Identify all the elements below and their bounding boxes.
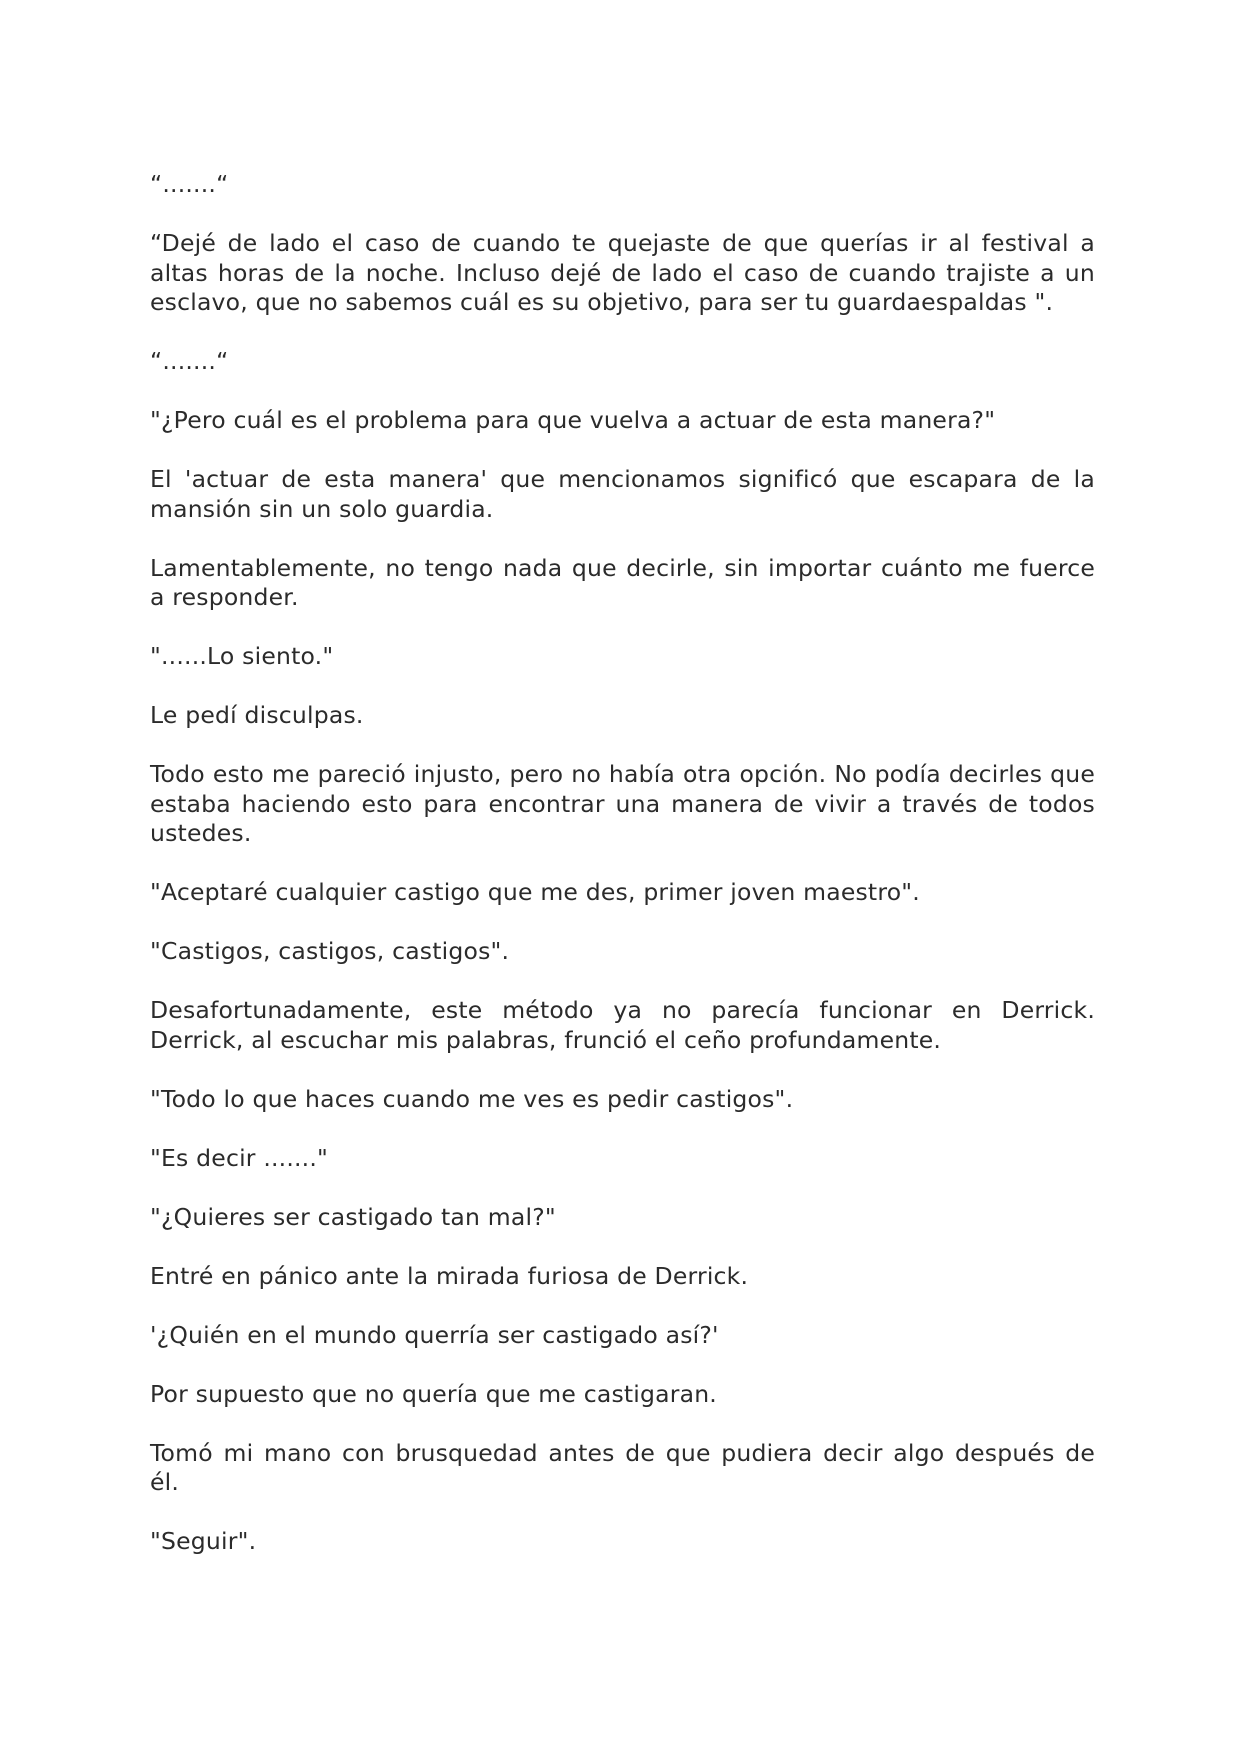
paragraph-14: "Es decir .......": [150, 1143, 329, 1172]
document-body: [150, 170, 1095, 1586]
paragraph-20: "Seguir".: [150, 1527, 257, 1555]
paragraph-15: "¿Quieres ser castigado tan mal?": [150, 1202, 556, 1231]
paragraph-7: "......Lo siento.": [150, 642, 334, 670]
paragraph-17: '¿Quién en el mundo querría ser castigado así?': [150, 1320, 719, 1349]
paragraph-19: Tomó mi mano con brusquedad antes de que pudiera decir algo después de él.: [150, 1438, 1095, 1496]
paragraph-18: Por supuesto que no quería que me castigaran.: [150, 1379, 717, 1408]
paragraph-16: Entré en pánico ante la mirada furiosa de Derrick.: [150, 1261, 749, 1290]
paragraph-6: Lamentablemente, no tengo nada que decirle, sin importar cuánto me fuerce a responder.: [150, 553, 1095, 611]
paragraph-9: Todo esto me pareció injusto, pero no había otra opción. No podía decirles que estaba haciendo esto para encontrar una manera de vivir a través de todos ustedes.: [150, 760, 1095, 847]
paragraph-1: “.......“: [150, 170, 229, 198]
paragraph-8: Le pedí disculpas.: [150, 701, 364, 729]
paragraph-3: “.......“: [150, 347, 229, 375]
paragraph-4: "¿Pero cuál es el problema para que vuelva a actuar de esta manera?": [150, 406, 996, 434]
paragraph-5: El 'actuar de esta manera' que mencionamos significó que escapara de la mansión sin un solo guardia.: [150, 465, 1095, 523]
paragraph-12: Desafortunadamente, este método ya no parecía funcionar en Derrick. Derrick, al escuchar mis palabras, frunció el ceño profundamente.: [150, 996, 1095, 1054]
paragraph-10: "Aceptaré cualquier castigo que me des, primer joven maestro".: [150, 878, 920, 906]
paragraph-13: "Todo lo que haces cuando me ves es pedir castigos".: [150, 1084, 794, 1113]
paragraph-11: "Castigos, castigos, castigos".: [150, 937, 510, 965]
paragraph-2: “Dejé de lado el caso de cuando te quejaste de que querías ir al festival a altas horas de la noche. Incluso dejé de lado el caso de cuando trajiste a un esclavo, que no sabemos cuál es su objetivo, para ser tu guardaespaldas ".: [150, 229, 1095, 316]
